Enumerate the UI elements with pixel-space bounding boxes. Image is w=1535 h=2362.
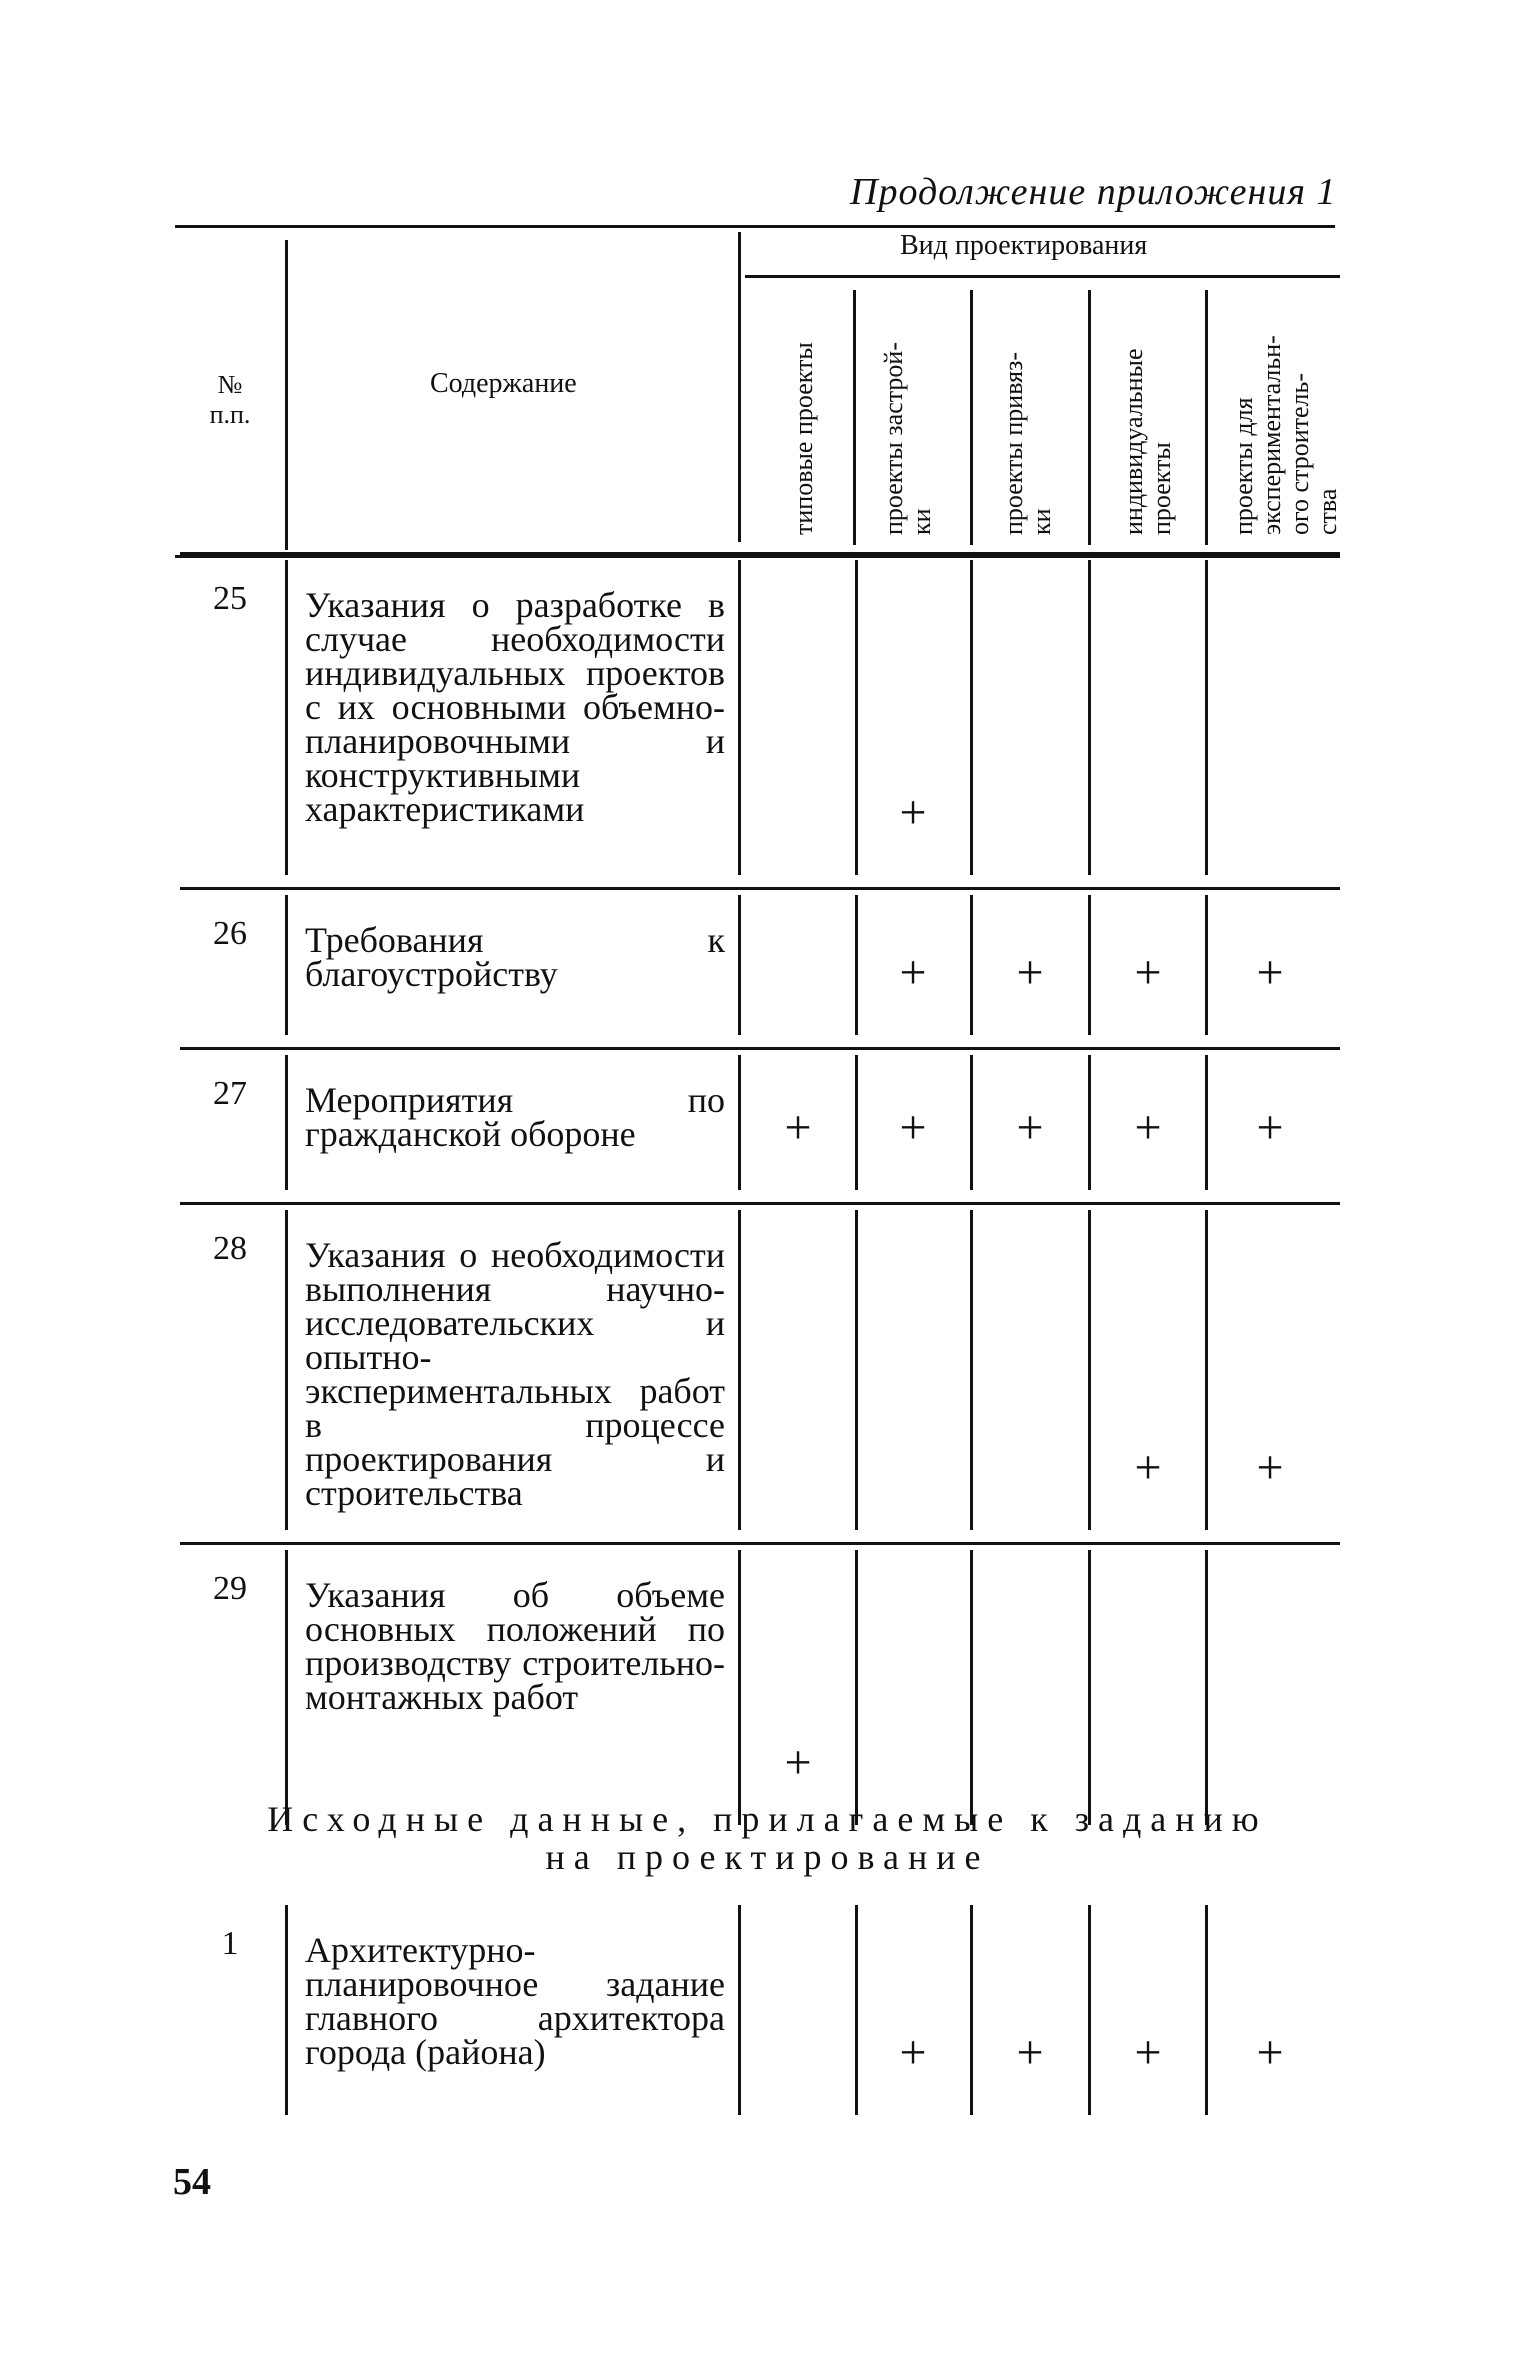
section_rows-content: Архитектурно-планировочное задание главного архитектора города (района) (305, 1930, 725, 2072)
column-divider (1205, 1210, 1208, 1530)
rows-number: 28 (213, 1230, 247, 1267)
plus-mark: + (1134, 946, 1162, 999)
page-title: Продолжение приложения 1 (850, 171, 1337, 213)
type-header-3: проекты привяз- ки (999, 351, 1056, 535)
page-number: 54 (173, 2161, 211, 2203)
column-divider (285, 560, 288, 875)
plus-mark: + (1256, 946, 1284, 999)
rows-content: Указания о разработке в случае необходимости индивидуальных проектов с их основными объемно-планировочными и конструктивными характеристиками (305, 585, 725, 829)
rows-number: 26 (213, 915, 247, 952)
plus-mark: + (1134, 1101, 1162, 1154)
plus-mark: + (784, 1101, 812, 1154)
column-divider (1088, 1210, 1091, 1530)
row-rule (180, 552, 1340, 555)
column-divider (738, 1210, 741, 1530)
group-rule (745, 275, 1340, 278)
row-rule (180, 1202, 1340, 1205)
rows-number: 27 (213, 1075, 247, 1112)
column-divider (1205, 1055, 1208, 1190)
header-divider (970, 290, 973, 545)
header-divider (285, 240, 288, 550)
type-header-5: проекты для экспериментальн- ого строитель- ства (1229, 335, 1342, 535)
plus-mark: + (1134, 2026, 1162, 2079)
column-divider (855, 1550, 858, 1825)
group-label: Вид проектирования (900, 230, 1148, 261)
column-divider (970, 1210, 973, 1530)
type-header-4: индивидуальные проекты (1119, 348, 1176, 535)
column-divider (1205, 1550, 1208, 1825)
column-divider (1205, 895, 1208, 1035)
column-divider (285, 895, 288, 1035)
column-divider (1205, 560, 1208, 875)
column-divider (970, 1055, 973, 1190)
column-divider (1088, 895, 1091, 1035)
column-divider (285, 1905, 288, 2115)
column-divider (285, 1055, 288, 1190)
plus-mark: + (1256, 1441, 1284, 1494)
rows-content: Требования к благоустройству (305, 920, 725, 994)
section-heading-line2: на проектирование (545, 1837, 990, 1877)
column-divider (1088, 560, 1091, 875)
column-divider (970, 895, 973, 1035)
column-divider (855, 1210, 858, 1530)
column-divider (738, 560, 741, 875)
column-divider (1088, 1055, 1091, 1190)
plus-mark: + (1016, 946, 1044, 999)
header-divider (1088, 290, 1091, 545)
plus-mark: + (899, 1101, 927, 1154)
column-divider (855, 1905, 858, 2115)
plus-mark: + (1256, 2026, 1284, 2079)
row-rule (180, 1542, 1340, 1545)
column-divider (738, 1550, 741, 1825)
plus-mark: + (1256, 1101, 1284, 1154)
column-divider (738, 895, 741, 1035)
header-top-rule (175, 225, 1335, 228)
column-divider (855, 560, 858, 875)
col-num-header: № п.п. (209, 370, 251, 429)
header-divider (1205, 290, 1208, 545)
type-header-2: проекты застрой- ки (879, 342, 936, 535)
plus-mark: + (784, 1736, 812, 1789)
plus-mark: + (1134, 1441, 1162, 1494)
column-divider (738, 1055, 741, 1190)
column-divider (738, 1905, 741, 2115)
column-divider (855, 895, 858, 1035)
rows-content: Мероприятия по гражданской обороне (305, 1080, 725, 1154)
rows-content: Указания о необходимости выполнения научно-исследовательских и опытно-экспериментальных работ в процессе проектирования и строительства (305, 1235, 725, 1513)
header-bottom-rule (175, 555, 1340, 558)
section-heading-line1: Исходные данные, прилагаемые к заданию (267, 1799, 1268, 1839)
plus-mark: + (1016, 2026, 1044, 2079)
column-divider (970, 1905, 973, 2115)
plus-mark: + (899, 946, 927, 999)
rows-number: 29 (213, 1570, 247, 1607)
section_rows-number: 1 (221, 1925, 239, 1962)
plus-mark: + (899, 786, 927, 839)
row-rule (180, 1047, 1340, 1050)
rows-content: Указания об объеме основных положений по производству строительно-монтажных работ (305, 1575, 725, 1717)
header-divider (853, 290, 856, 545)
column-divider (285, 1210, 288, 1530)
column-divider (970, 560, 973, 875)
col-content-header: Содержание (430, 368, 577, 399)
rows-number: 25 (213, 580, 247, 617)
plus-mark: + (1016, 1101, 1044, 1154)
column-divider (970, 1550, 973, 1825)
type-header-1: типовые проекты (789, 342, 818, 535)
column-divider (1088, 1550, 1091, 1825)
column-divider (285, 1550, 288, 1825)
header-divider (738, 232, 741, 542)
plus-mark: + (899, 2026, 927, 2079)
column-divider (1205, 1905, 1208, 2115)
column-divider (1088, 1905, 1091, 2115)
column-divider (855, 1055, 858, 1190)
row-rule (180, 887, 1340, 890)
